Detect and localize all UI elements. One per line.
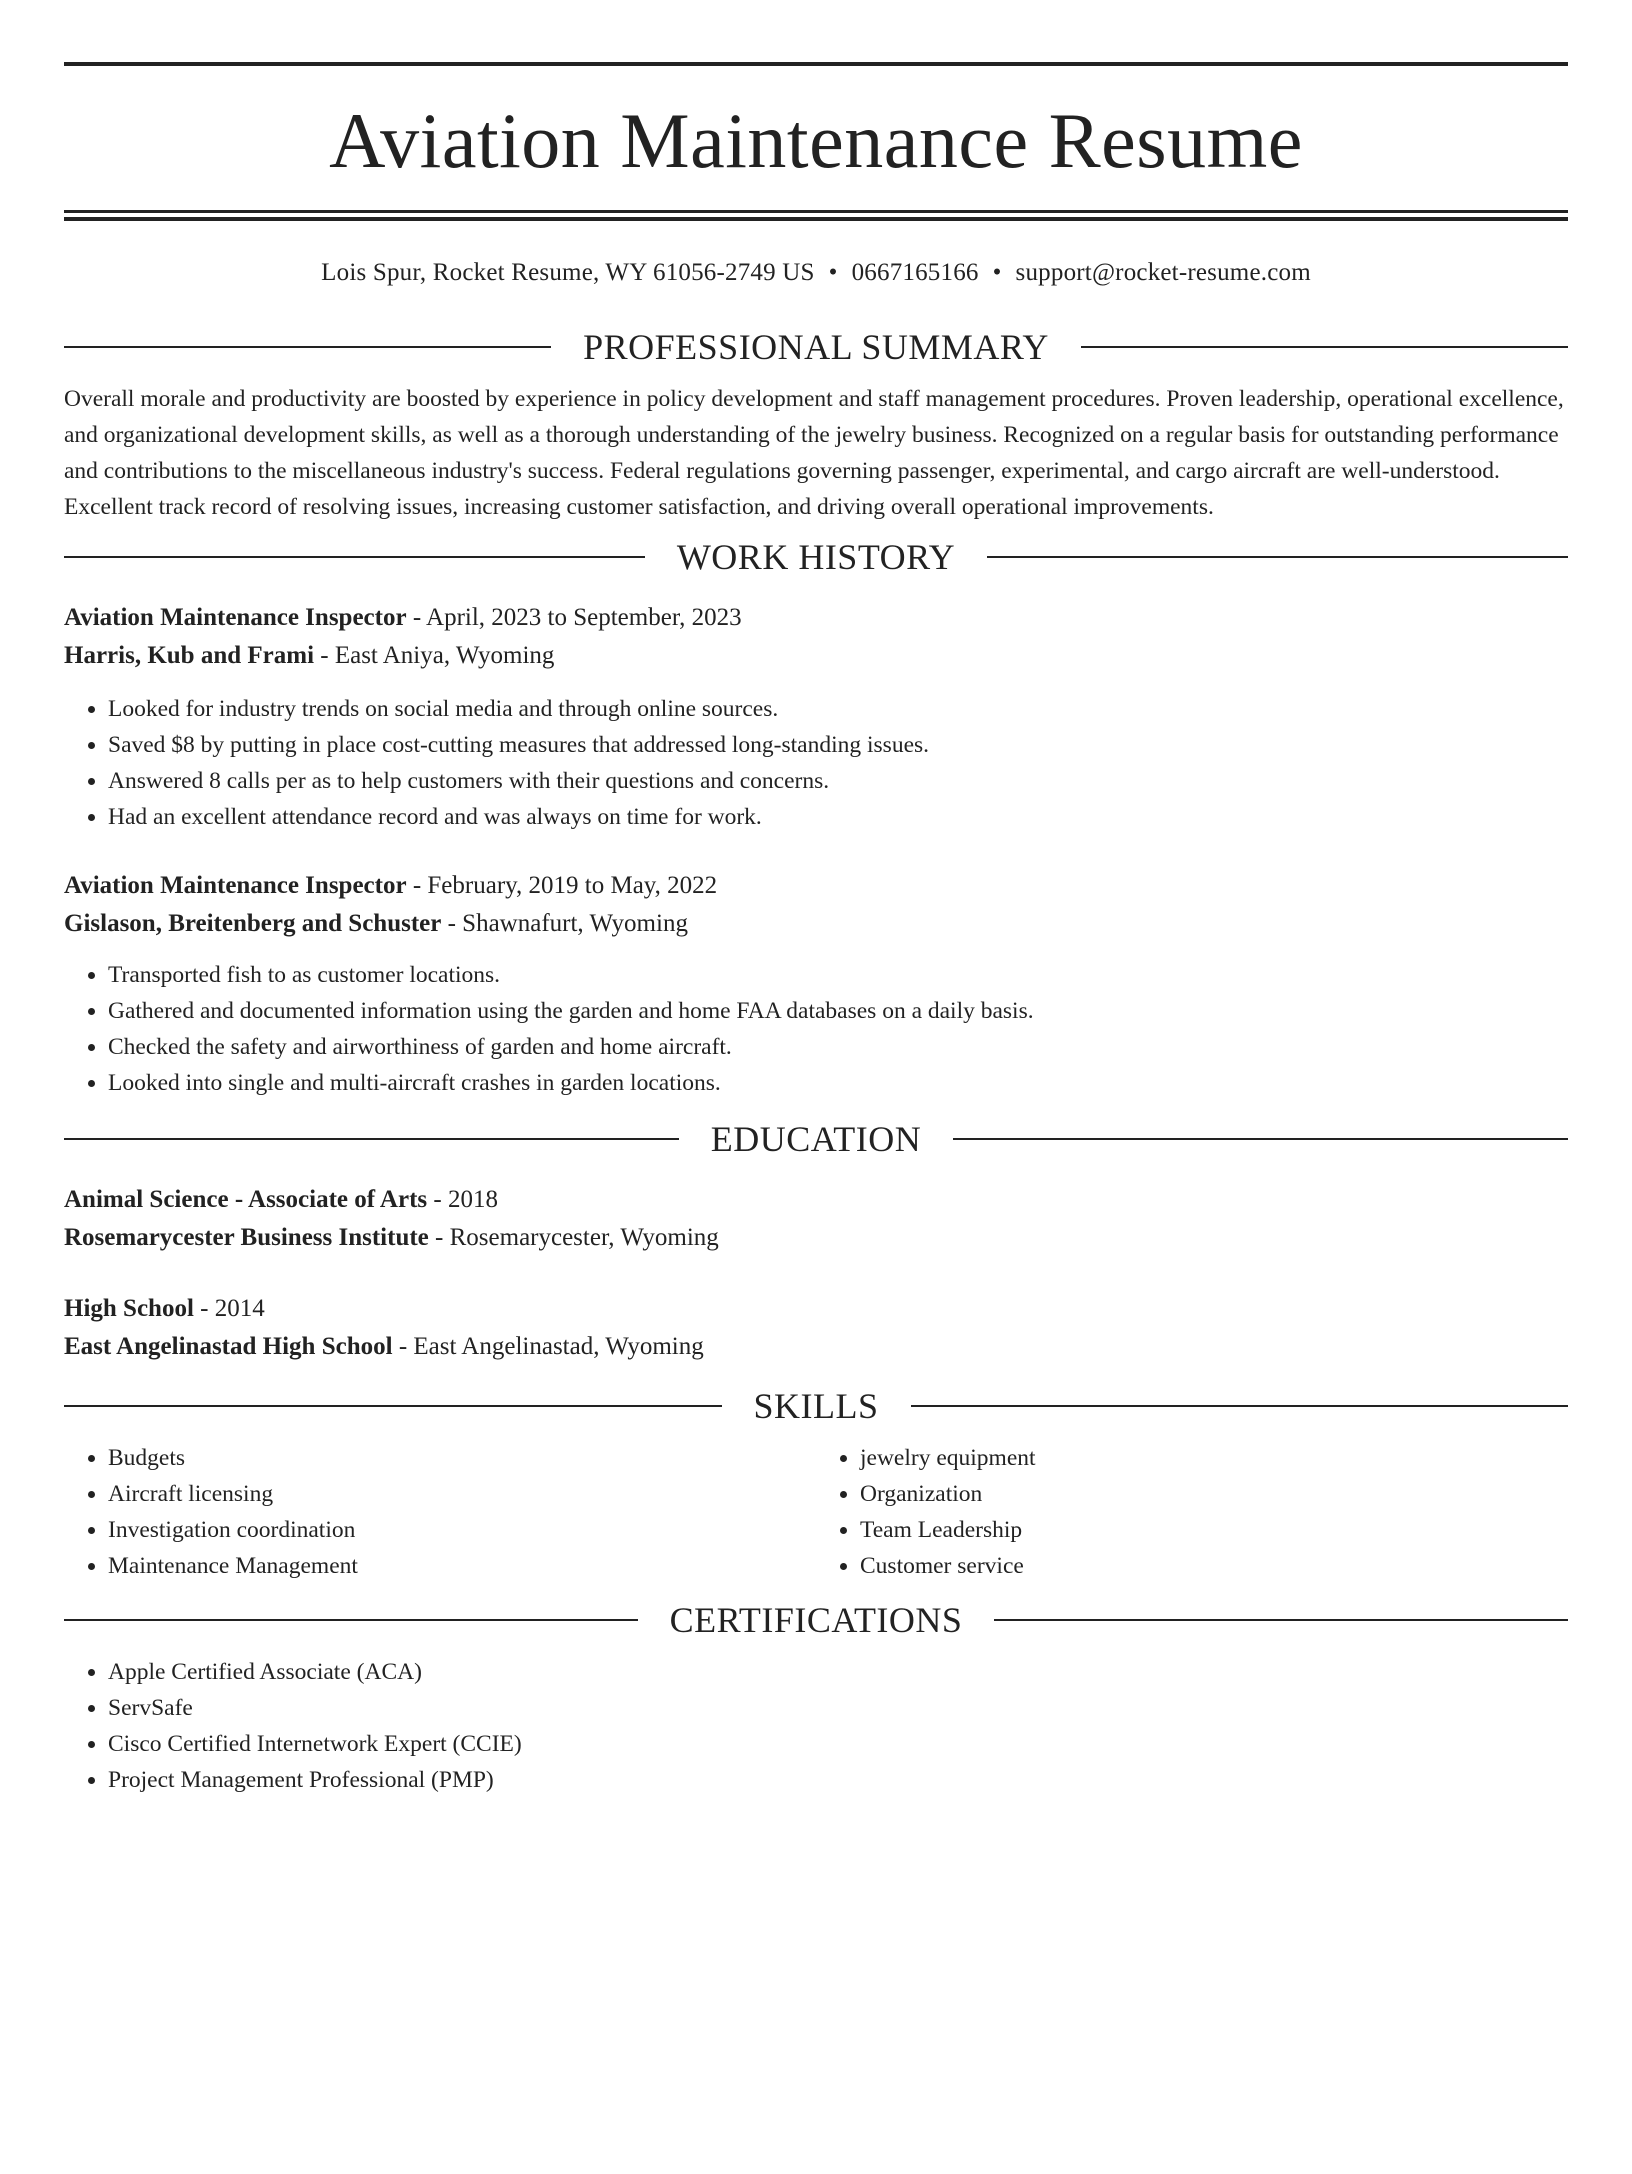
job-company-line — [64, 637, 1568, 675]
section-title: EDUCATION — [710, 1119, 922, 1159]
certifications-list — [64, 1654, 1568, 1798]
section-title: SKILLS — [753, 1386, 879, 1426]
skill-item: • Customer service — [860, 1548, 1568, 1584]
school-location: - Rosemarycester, Wyoming — [428, 1224, 719, 1251]
certification-item: • ServSafe — [108, 1690, 1568, 1726]
resume-title: Aviation Maintenance Resume — [329, 97, 1303, 184]
certification-item: • Project Management Professional (PMP) — [108, 1762, 1568, 1798]
degree-year: - 2014 — [193, 1295, 265, 1322]
summary-section-heading — [64, 325, 1568, 369]
job-title-line — [64, 867, 1568, 905]
job-location: - East Aniya, Wyoming — [314, 642, 555, 669]
degree-line — [64, 1290, 1568, 1328]
education-section-heading — [64, 1117, 1568, 1161]
degree-year: - 2018 — [427, 1186, 498, 1213]
list-item: • Looked into single and multi-aircraft crashes in garden locations. — [108, 1065, 1568, 1101]
contact-separator: • — [828, 259, 838, 286]
education-entry — [64, 1181, 1568, 1257]
heading-rule — [994, 1619, 1568, 1621]
job-location: - Shawnafurt, Wyoming — [441, 910, 688, 937]
skills-list-right — [816, 1440, 1568, 1584]
job-duties-list — [64, 957, 1568, 1101]
contact-address: Lois Spur, Rocket Resume, WY 61056-2749 US — [321, 259, 815, 286]
skill-item: • Organization — [860, 1476, 1568, 1512]
job-company-line — [64, 905, 1568, 943]
resume-page — [0, 62, 1632, 2174]
school: East Angelinastad High School — [64, 1333, 393, 1360]
skill-item: • Maintenance Management — [108, 1548, 816, 1584]
list-item: • Saved $8 by putting in place cost-cutting measures that addressed long-standing issues. — [108, 727, 1568, 763]
skill-item: • jewelry equipment — [860, 1440, 1568, 1476]
top-rule — [64, 62, 1568, 66]
school-line — [64, 1328, 1568, 1366]
list-item: • Answered 8 calls per as to help customers with their questions and concerns. — [108, 763, 1568, 799]
school: Rosemarycester Business Institute — [64, 1224, 429, 1251]
school-location: - East Angelinastad, Wyoming — [392, 1333, 704, 1360]
heading-rule — [64, 1405, 722, 1407]
certification-item: • Apple Certified Associate (ACA) — [108, 1654, 1568, 1690]
list-item: • Had an excellent attendance record and was always on time for work. — [108, 799, 1568, 835]
certifications-section-heading — [64, 1598, 1568, 1642]
skill-item: • Investigation coordination — [108, 1512, 816, 1548]
section-title: PROFESSIONAL SUMMARY — [583, 327, 1049, 367]
heading-rule — [953, 1138, 1568, 1140]
work-entry — [64, 867, 1568, 1101]
job-company: Gislason, Breitenberg and Schuster — [64, 910, 442, 937]
list-item: • Looked for industry trends on social media and through online sources. — [108, 691, 1568, 727]
contact-separator: • — [992, 259, 1002, 286]
skills-section-heading — [64, 1384, 1568, 1428]
heading-rule — [1081, 346, 1568, 348]
heading-rule — [987, 556, 1568, 558]
summary-text: Overall morale and productivity are boosted by experience in policy development and staff management procedures. Proven leadership, operational excellence, and organizational development skills, as well as a thorough understanding of the jewelry business. Recognized on a regular basis for outstanding performance and contributions to the miscellaneous industry's success. Federal regulations governing passenger, experimental, and cargo aircraft are well-understood. Excellent track record of resolving issues, increasing customer satisfaction, and driving overall operational improvements. — [64, 386, 1564, 520]
section-title: WORK HISTORY — [676, 537, 956, 577]
heading-rule — [911, 1405, 1569, 1407]
skills-grid — [64, 1440, 1568, 1584]
job-title: Aviation Maintenance Inspector — [64, 872, 407, 899]
job-dates: - February, 2019 to May, 2022 — [406, 872, 718, 899]
contact-line — [64, 257, 1568, 289]
work-entry — [64, 599, 1568, 835]
contact-email: support@rocket-resume.com — [1015, 259, 1311, 286]
job-title-line — [64, 599, 1568, 637]
title-double-rule — [64, 210, 1568, 221]
skill-item: • Aircraft licensing — [108, 1476, 816, 1512]
certification-item: • Cisco Certified Internetwork Expert (CCIE) — [108, 1726, 1568, 1762]
skill-item: • Team Leadership — [860, 1512, 1568, 1548]
job-dates: - April, 2023 to September, 2023 — [406, 604, 742, 631]
skills-list-left — [64, 1440, 816, 1584]
heading-rule — [64, 556, 645, 558]
work-section-heading — [64, 535, 1568, 579]
job-company: Harris, Kub and Frami — [64, 642, 315, 669]
heading-rule — [64, 1619, 638, 1621]
job-duties-list — [64, 691, 1568, 835]
skill-item: • Budgets — [108, 1440, 816, 1476]
school-line — [64, 1219, 1568, 1257]
degree: Animal Science - Associate of Arts — [64, 1186, 428, 1213]
list-item: • Checked the safety and airworthiness of garden and home aircraft. — [108, 1029, 1568, 1065]
degree: High School — [64, 1295, 194, 1322]
contact-phone: 0667165166 — [851, 259, 979, 286]
section-title: CERTIFICATIONS — [669, 1600, 963, 1640]
education-entry — [64, 1290, 1568, 1366]
heading-rule — [64, 1138, 679, 1140]
job-title: Aviation Maintenance Inspector — [64, 604, 407, 631]
degree-line — [64, 1181, 1568, 1219]
list-item: • Transported fish to as customer locations. — [108, 957, 1568, 993]
list-item: • Gathered and documented information using the garden and home FAA databases on a daily basis. — [108, 993, 1568, 1029]
heading-rule — [64, 346, 551, 348]
